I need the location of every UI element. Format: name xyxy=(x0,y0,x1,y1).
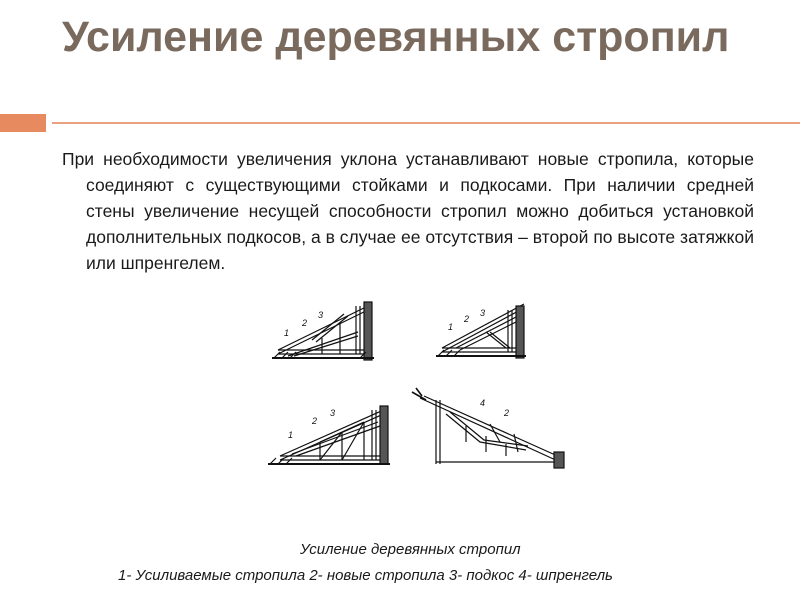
diagram-c xyxy=(268,406,390,464)
diagram-c-label-2: 2 xyxy=(312,416,318,426)
title-accent-bar xyxy=(0,114,46,132)
rafter-reinforcement-figure xyxy=(260,292,580,482)
diagram-c-label-1: 1 xyxy=(288,430,294,440)
diagram-d-label-2: 2 xyxy=(504,408,510,418)
body-paragraph: При необходимости увеличения уклона устанавливают новые стропила, которые соединяют с существующими стойками и подкосами. При наличии средней стены увеличение несущей способности стропил можно добиться установкой дополнительных подкосов, а в случае ее отсутствия – второй по высоте затяжкой или шпренгелем. xyxy=(62,149,754,273)
diagram-a-label-3: 3 xyxy=(318,310,324,320)
diagram-b-label-1: 1 xyxy=(448,322,454,332)
diagram-b-label-2: 2 xyxy=(464,314,470,324)
rafter-diagrams-svg xyxy=(260,292,580,482)
diagram-a-label-1: 1 xyxy=(284,328,290,338)
slide-title: Усиление деревянных стропил xyxy=(62,13,730,61)
diagram-d-label-4: 4 xyxy=(480,398,486,408)
figure-legend: 1- Усиливаемые стропила 2- новые стропила 3- подкос 4- шпренгель xyxy=(118,567,613,584)
diagram-a-label-2: 2 xyxy=(302,318,308,328)
title-divider-line xyxy=(52,122,800,124)
diagram-d xyxy=(412,388,564,468)
diagram-c-label-3: 3 xyxy=(330,408,336,418)
figure-caption: Усиление деревянных стропил xyxy=(300,541,521,558)
diagram-b-label-3: 3 xyxy=(480,308,486,318)
